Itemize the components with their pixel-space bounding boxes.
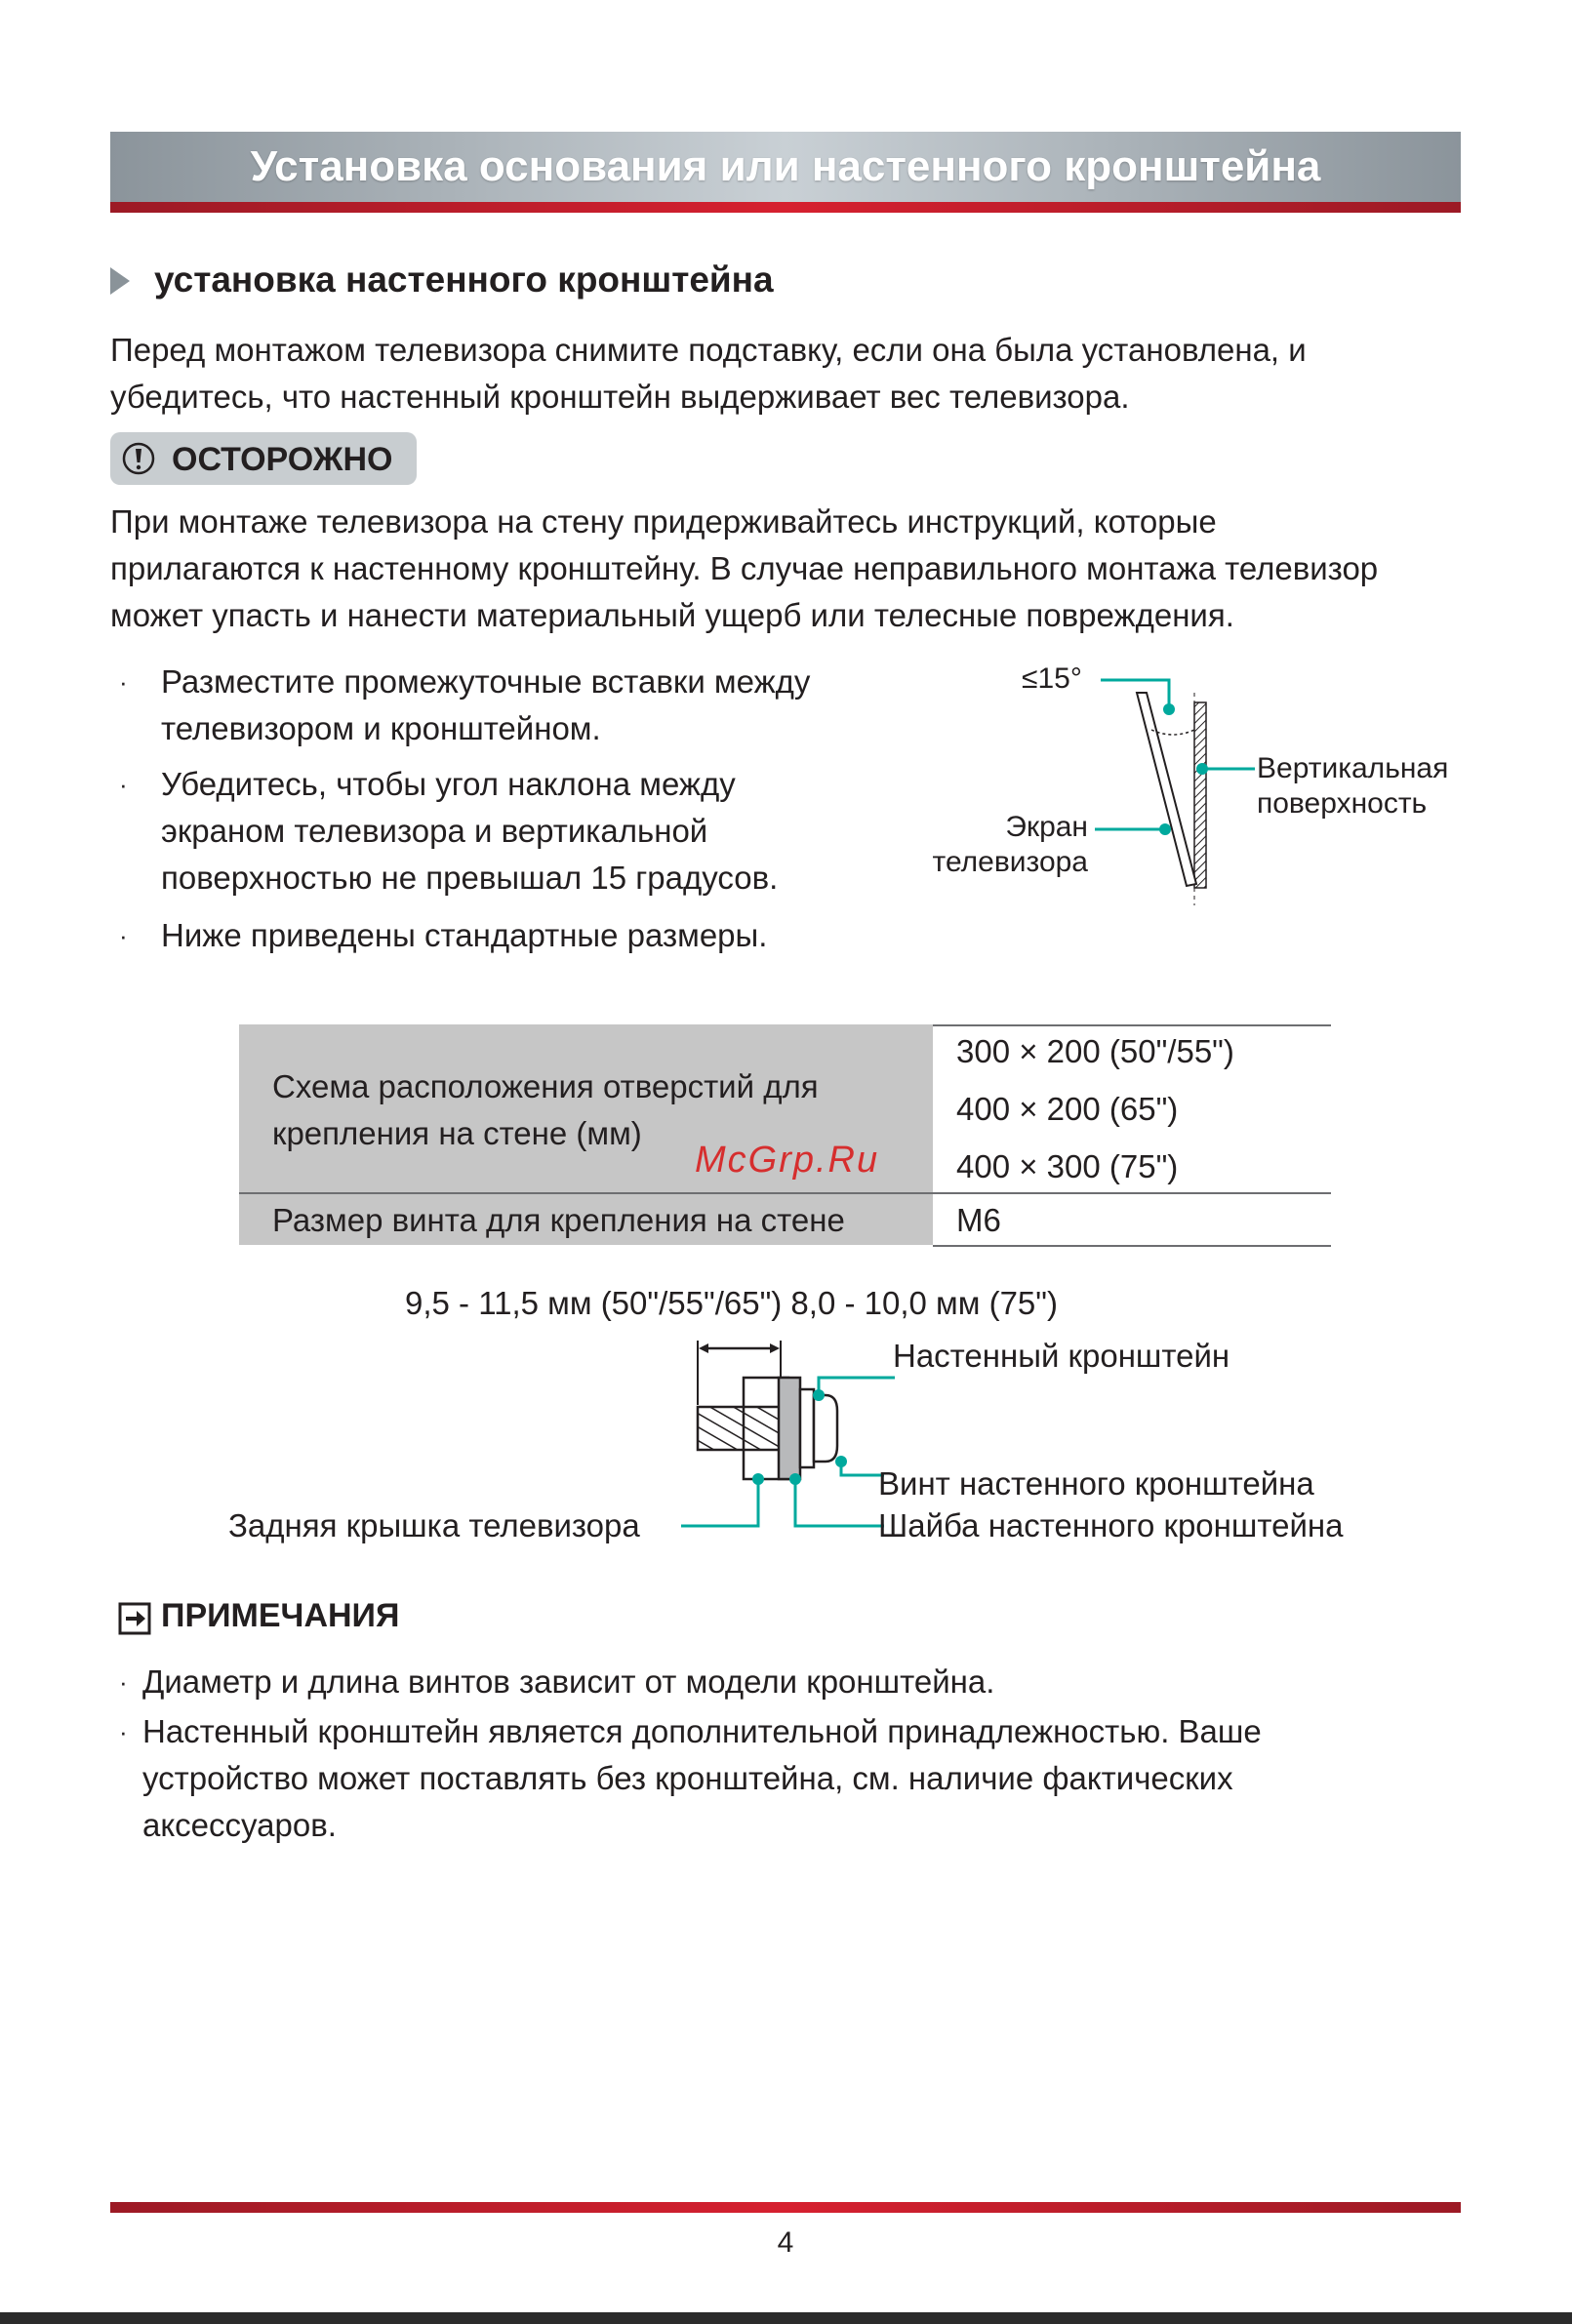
table-value: 400 × 200 (65") [956,1091,1179,1127]
bullet-2-line-1: Убедитесь, чтобы угол наклона между [161,766,736,802]
wall-bracket-label: Настенный кронштейн [893,1338,1230,1374]
bracket-leader-dot [813,1389,825,1401]
table-rule-middle [239,1192,1331,1194]
caution-label: ОСТОРОЖНО [172,441,393,478]
dimension-arrow-right [770,1343,780,1353]
angle-label: ≤15° [1022,662,1082,695]
table-row1-label-line-2: крепления на стене (мм) [272,1115,642,1151]
caution-line-1: При монтаже телевизора на стену придерживайтесь инструкций, которые [110,503,1217,540]
bullet-2-line-2: экраном телевизора и вертикальной [161,813,708,849]
tv-screen-label-1: Экран [1005,811,1088,843]
dimension-arrow-left [699,1343,708,1353]
bullet-1-line-2: телевизором и кронштейном. [161,710,601,746]
table-value: 400 × 300 (75") [956,1148,1179,1184]
back-cover-leader [681,1479,758,1526]
bullet-2-line-3: поверхностью не превышал 15 градусов. [161,860,779,896]
table-row2-value: M6 [956,1202,1001,1238]
bullet-1-line-1: Разместите промежуточные вставки между [161,663,811,700]
section-title: установка настенного кронштейна [154,260,774,300]
bullet-dot: · [119,1667,128,1697]
table-rule-bottom [933,1245,1331,1247]
caution-line-2: прилагаются к настенному кронштейну. В случае неправильного монтажа телевизор [110,550,1379,586]
page-title: Установка основания или настенного кронштейна [250,142,1321,190]
bracket-plate [779,1378,800,1479]
page-number: 4 [777,2226,794,2259]
screw-head [814,1395,837,1462]
caution-line-3: может упасть и нанести материальный ущерб или телесные повреждения. [110,597,1234,633]
note-icon [118,1602,151,1635]
washer-leader [795,1479,884,1526]
note-2-line-3: аксессуаров. [142,1807,337,1843]
bracket-screw-label: Винт настенного кронштейна [878,1465,1314,1502]
note-1-line-1: Диаметр и длина винтов зависит от модели кронштейна. [142,1663,995,1700]
warning-icon [121,441,156,476]
bottom-edge [0,2312,1572,2324]
vertical-surface-label-1: Вертикальная [1257,752,1449,784]
screw-leader-dot [835,1456,847,1467]
angle-leader [1101,680,1169,709]
notes-title: ПРИМЕЧАНИЯ [161,1597,400,1634]
bullet-dot: · [119,770,128,799]
watermark: McGrp.Ru [695,1140,880,1181]
table-row2-label: Размер винта для крепления на стене [272,1202,845,1238]
bullet-3-line-1: Ниже приведены стандартные размеры. [161,917,768,953]
screw-diagram [664,1327,898,1542]
washer-leader-dot [789,1473,801,1485]
table-rule-top [933,1024,1331,1026]
tv-screen-profile [1137,693,1196,886]
wall-surface [1194,702,1206,888]
note-2-line-1: Настенный кронштейн является дополнительной принадлежностью. Ваше [142,1713,1262,1749]
bullet-dot: · [119,921,128,950]
intro-line-1: Перед монтажом телевизора снимите подставку, если она была установлена, и [110,332,1307,368]
table-value: 300 × 200 (50"/55") [956,1033,1234,1069]
screen-leader-dot [1159,823,1171,835]
tv-back-cover-label: Задняя крышка телевизора [228,1507,640,1543]
table-row1-label-line-1: Схема расположения отверстий для [272,1068,819,1104]
back-cover-leader-dot [752,1473,764,1485]
intro-line-2: убедитесь, что настенный кронштейн выдерживает вес телевизора. [110,379,1130,415]
vertical-surface-label-2: поверхность [1257,787,1428,820]
bullet-dot: · [119,1717,128,1746]
section-arrow-icon [110,267,130,295]
bracket-washer-label: Шайба настенного кронштейна [878,1507,1344,1543]
footer-red-stripe [110,2202,1461,2213]
header-red-stripe [110,202,1461,213]
screw-dimension-label: 9,5 - 11,5 мм (50"/55"/65") 8,0 - 10,0 мм (75") [405,1285,1058,1321]
note-2-line-2: устройство может поставлять без кронштейна, см. наличие фактических [142,1760,1233,1796]
angle-leader-dot [1163,703,1175,715]
washer [800,1389,814,1467]
tv-screen-label-2: телевизора [932,846,1088,878]
wall-leader-dot [1196,763,1208,775]
screw-thread [698,1407,790,1450]
bracket-leader [819,1378,895,1395]
bullet-dot: · [119,667,128,697]
